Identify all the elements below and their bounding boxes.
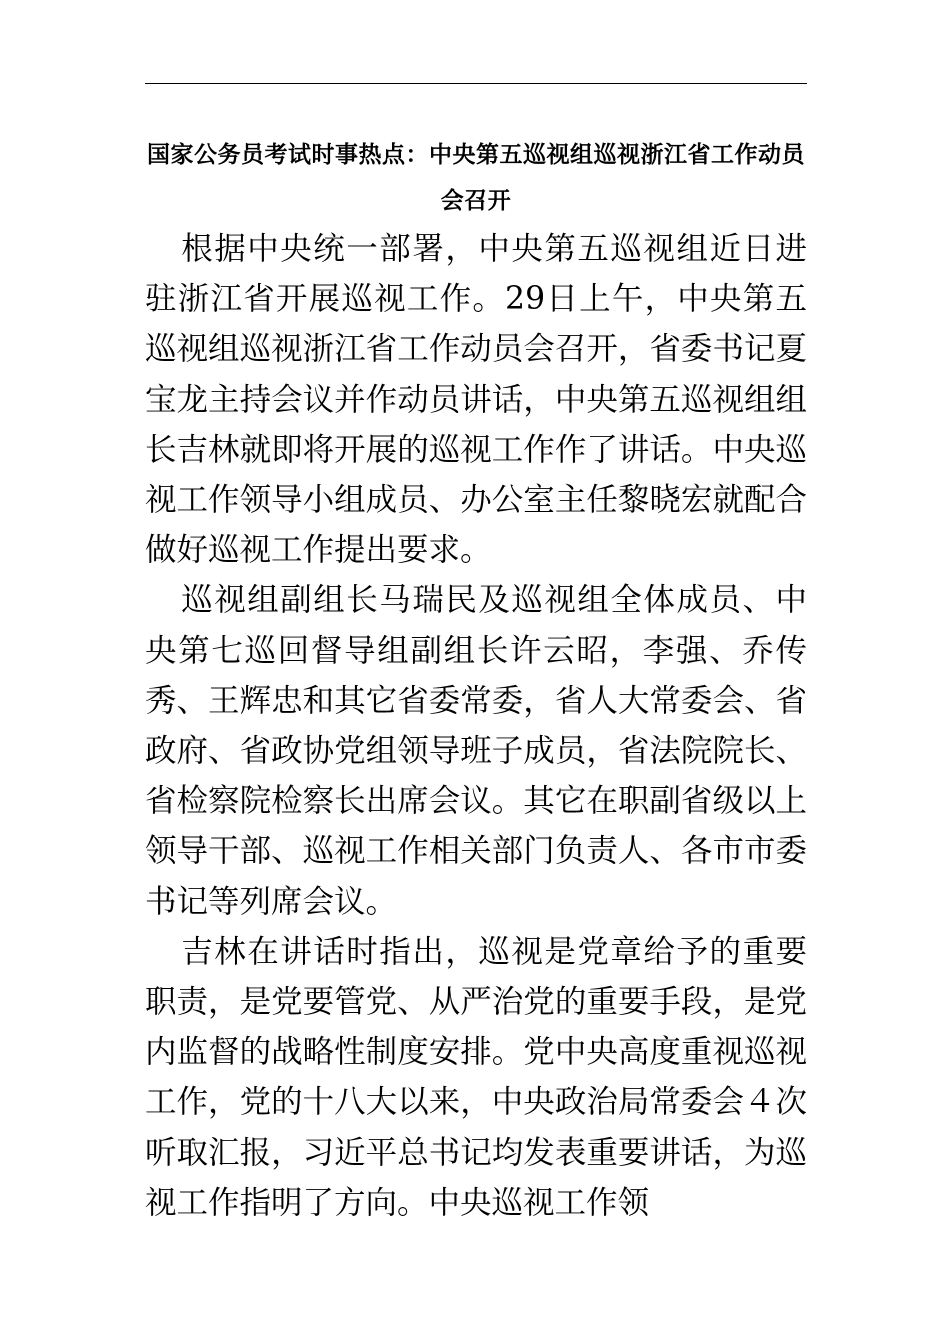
header-rule bbox=[145, 83, 807, 84]
body-paragraph: 巡视组副组长马瑞民及巡视组全体成员、中央第七巡回督导组副组长许云昭，李强、乔传秀、王辉忠和其它省委常委，省人大常委会、省政府、省政协党组领导班子成员，省法院院长、省检察院检察长出席会议。其它在职副省级以上领导干部、巡视工作相关部门负责人、各市市委书记等列席会议。 bbox=[145, 582, 807, 920]
document-title: 国家公务员考试时事热点：中央第五巡视组巡视浙江省工作动员会召开 bbox=[147, 142, 805, 214]
document-body bbox=[145, 224, 807, 1228]
body-paragraph: 吉林在讲话时指出，巡视是党章给予的重要职责，是党要管党、从严治党的重要手段，是党内监督的战略性制度安排。党中央高度重视巡视工作，党的十八大以来，中央政治局常委会４次听取汇报，习近平总书记均发表重要讲话，为巡视工作指明了方向。中央巡视工作领 bbox=[145, 933, 807, 1221]
body-paragraph: 根据中央统一部署，中央第五巡视组近日进驻浙江省开展巡视工作。29日上午，中央第五巡视组巡视浙江省工作动员会召开，省委书记夏宝龙主持会议并作动员讲话，中央第五巡视组组长吉林就即将开展的巡视工作作了讲话。中央巡视工作领导小组成员、办公室主任黎晓宏就配合做好巡视工作提出要求。 bbox=[145, 231, 807, 569]
